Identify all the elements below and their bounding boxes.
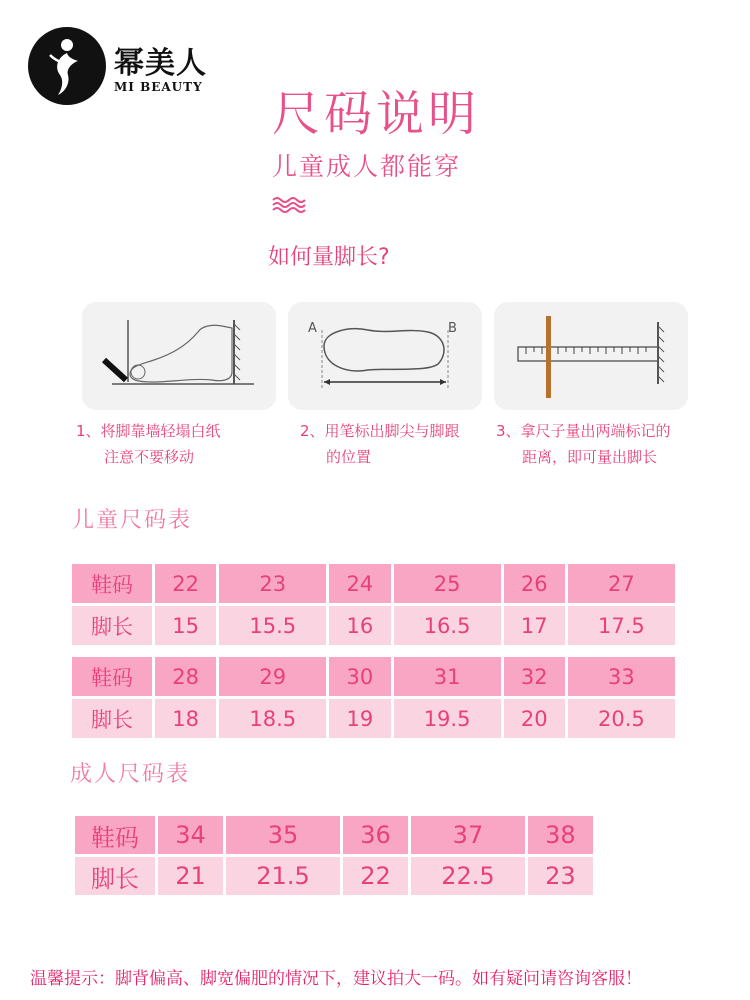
step-2-illustration [288, 302, 482, 410]
step-3-line-1: 3、拿尺子量出两端标记的 [496, 422, 671, 440]
table-row [72, 657, 675, 696]
table-cell: 16 [329, 606, 390, 645]
table-cell: 20 [504, 699, 565, 738]
step-2-text [300, 418, 460, 470]
step-2-line-2: 的位置 [326, 448, 372, 466]
table-row [72, 699, 675, 738]
table-cell: 36 [343, 816, 408, 854]
step-1-line-2: 注意不要移动 [104, 448, 195, 466]
table-cell: 17.5 [568, 606, 675, 645]
kids-size-table-2 [69, 654, 678, 741]
table-cell: 15.5 [219, 606, 326, 645]
table-cell: 30 [329, 657, 390, 696]
row-label-foot: 脚长 [75, 857, 155, 895]
table-row [75, 816, 593, 854]
step-3-illustration [494, 302, 688, 410]
table-cell: 35 [226, 816, 340, 854]
table-cell: 31 [394, 657, 501, 696]
brand-name-cn: 幂美人 [114, 46, 207, 81]
table-cell: 20.5 [568, 699, 675, 738]
table-cell: 34 [158, 816, 223, 854]
adult-size-table [72, 813, 596, 898]
adult-size-title: 成人尺码表 [70, 762, 191, 787]
step-1-line-1: 1、将脚靠墙轻塌白纸 [76, 422, 221, 440]
row-label-shoe: 鞋码 [75, 816, 155, 854]
table-cell: 21 [158, 857, 223, 895]
foot-against-wall-icon [82, 302, 276, 410]
brand-name-en: MI BEAUTY [114, 80, 203, 94]
table-cell: 24 [329, 564, 390, 603]
table-row [72, 564, 675, 603]
table-cell: 25 [394, 564, 501, 603]
table-cell: 23 [528, 857, 593, 895]
table-cell: 22 [155, 564, 216, 603]
table-cell: 26 [504, 564, 565, 603]
kids-size-title: 儿童尺码表 [72, 508, 193, 533]
step-3-line-2: 距离，即可量出脚长 [522, 448, 658, 466]
table-cell: 38 [528, 816, 593, 854]
step-1-illustration [82, 302, 276, 410]
foot-outline-icon [288, 302, 482, 410]
table-cell: 23 [219, 564, 326, 603]
table-cell: 28 [155, 657, 216, 696]
label-b: B [448, 321, 457, 336]
ruler-icon [494, 302, 688, 410]
step-3-text [496, 418, 671, 470]
table-cell: 33 [568, 657, 675, 696]
page-subtitle: 儿童成人都能穿 [272, 152, 462, 181]
table-cell: 18.5 [219, 699, 326, 738]
table-cell: 19 [329, 699, 390, 738]
label-a: A [308, 321, 317, 336]
kids-size-table-1 [69, 561, 678, 648]
table-row [75, 857, 593, 895]
row-label-foot: 脚长 [72, 606, 152, 645]
wave-icon [272, 196, 310, 214]
row-label-shoe: 鞋码 [72, 657, 152, 696]
measure-question: 如何量脚长? [268, 245, 390, 270]
table-cell: 29 [219, 657, 326, 696]
table-cell: 37 [411, 816, 525, 854]
brand-logo [28, 27, 106, 105]
table-cell: 32 [504, 657, 565, 696]
page-title: 尺码说明 [272, 86, 481, 142]
table-cell: 19.5 [394, 699, 501, 738]
table-row [72, 606, 675, 645]
step-1-text [76, 418, 221, 470]
table-cell: 16.5 [394, 606, 501, 645]
table-cell: 17 [504, 606, 565, 645]
table-cell: 15 [155, 606, 216, 645]
row-label-foot: 脚长 [72, 699, 152, 738]
table-cell: 18 [155, 699, 216, 738]
row-label-shoe: 鞋码 [72, 564, 152, 603]
dancer-icon [28, 27, 106, 105]
table-cell: 22 [343, 857, 408, 895]
table-cell: 27 [568, 564, 675, 603]
table-cell: 21.5 [226, 857, 340, 895]
warm-tip: 温馨提示：脚背偏高、脚宽偏肥的情况下，建议拍大一码。如有疑问请咨询客服！ [30, 969, 642, 989]
table-cell: 22.5 [411, 857, 525, 895]
step-2-line-1: 2、用笔标出脚尖与脚跟 [300, 422, 460, 440]
